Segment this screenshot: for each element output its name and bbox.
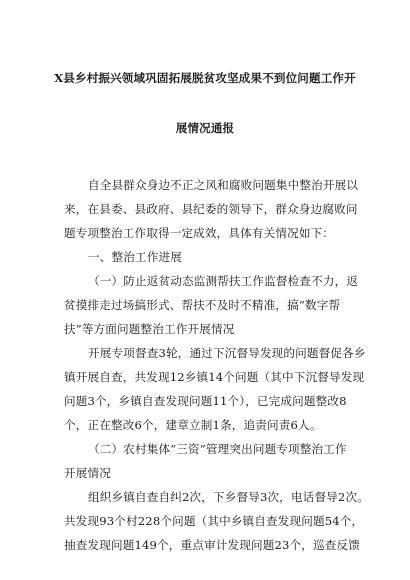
subsection-heading-cont: 开展情况 [64, 466, 111, 480]
section-heading: 一、整治工作进展 [88, 250, 182, 264]
body-line: 组织乡镇自查自纠2次，下乡督导3次，电话督导2次。 [88, 490, 369, 504]
body-line: 题专项整治工作取得一定成效，具体有关情况如下： [64, 226, 335, 240]
body-line: 问题3个，乡镇自查发现问题11个），已完成问题整改8 [64, 394, 347, 408]
body-line: 开展专项督查3轮，通过下沉督导发现的问题督促各乡 [88, 346, 366, 360]
body-line: 自全县群众身边不正之风和腐败问题集中整治开展以 [88, 178, 359, 192]
document-title-line-1: X县乡村振兴领域巩固拓展脱贫攻坚成果不到位问题工作开 [54, 71, 356, 85]
body-line: 来，在县委、县政府、县纪委的领导下，群众身边腐败问 [64, 202, 358, 216]
subsection-heading: （二）农村集体“三资”管理突出问题专项整治工作 [88, 442, 347, 456]
body-line: 个，正在整改6个，建章立制1条，追责问责6人。 [64, 418, 322, 432]
body-line: 抽查发现问题149个，重点审计发现问题23个，巡查反馈 [64, 538, 360, 552]
body-line: 共发现93个村228个问题（其中乡镇自查发现问题54个， [64, 514, 364, 528]
subsection-heading-cont: 贫摸排走过场搞形式、帮扶不及时不精准，搞“数字帮 [64, 298, 341, 312]
document-title-line-2: 展情况通报 [175, 121, 235, 135]
subsection-heading-cont: 扶”等方面问题整治工作开展情况 [64, 322, 235, 336]
subsection-heading: （一）防止返贫动态监测帮扶工作监督检查不力，返 [88, 274, 359, 288]
body-line: 镇开展自查，共发现12乡镇14个问题（其中下沉督导发现 [64, 370, 365, 384]
